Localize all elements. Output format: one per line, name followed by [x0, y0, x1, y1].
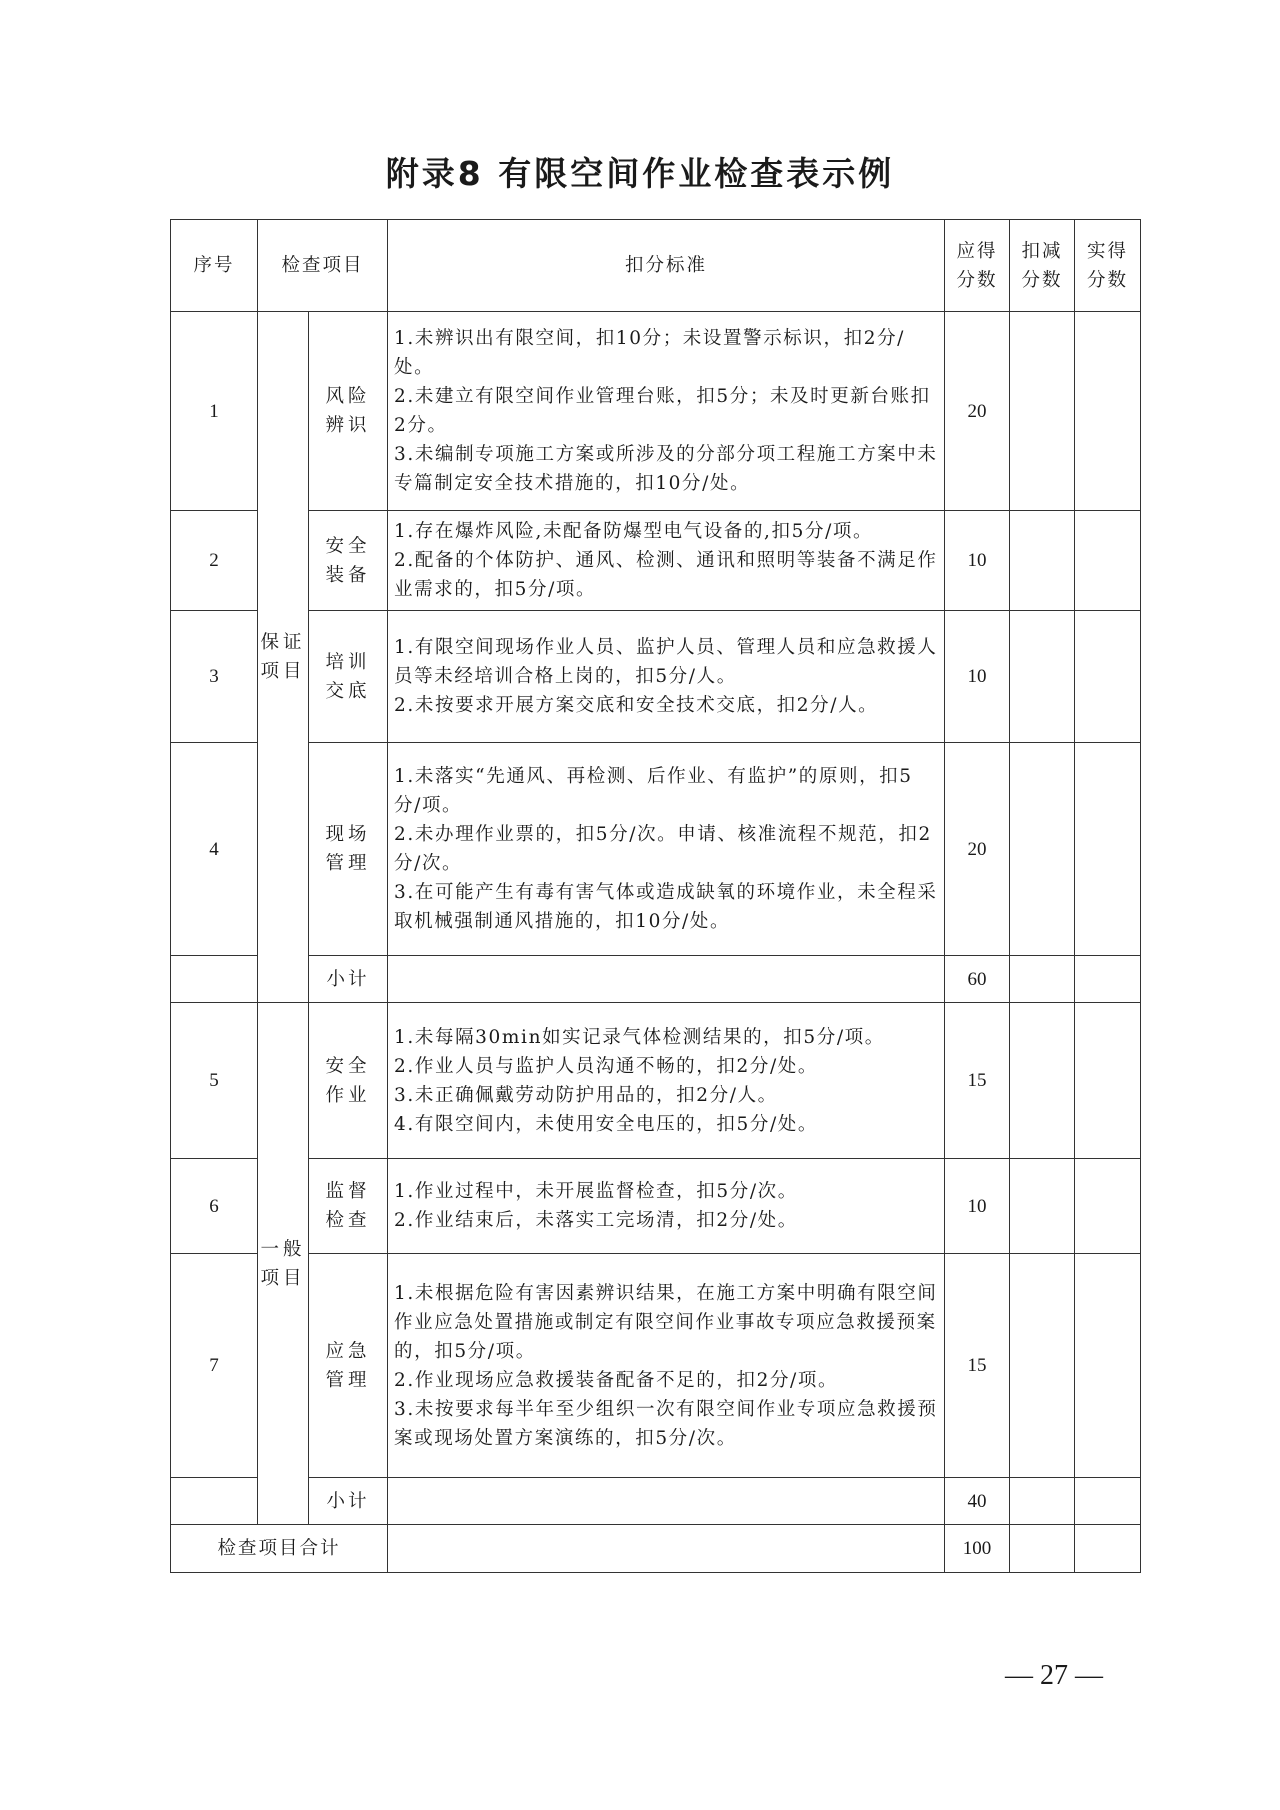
deduct-total-input[interactable]	[1010, 1525, 1075, 1573]
seq-cell-empty	[171, 956, 258, 1003]
due-score: 20	[945, 312, 1010, 511]
subtotal-row	[171, 1478, 1141, 1525]
criteria-cell: 1.存在爆炸风险,未配备防爆型电气设备的,扣5分/项。 2.配备的个体防护、通风、检测、通讯和照明等装备不满足作业需求的，扣5分/项。	[388, 511, 945, 611]
page-number: — 27 —	[1005, 1660, 1103, 1691]
page-title: 附录8 有限空间作业检查表示例	[385, 154, 895, 193]
due-score: 10	[945, 511, 1010, 611]
due-score: 20	[945, 743, 1010, 956]
item-cell: 培训 交底	[309, 611, 388, 743]
criteria-cell: 1.未根据危险有害因素辨识结果，在施工方案中明确有限空间作业应急处置措施或制定有限空间作业事故专项应急救援预案的，扣5分/项。 2.作业现场应急救援装备配备不足的，扣2分/项。 3.未按要求每半年至少组织一次有限空间作业专项应急救援预案或现场处置方案演练的，扣5分/次。	[388, 1254, 945, 1478]
table-row	[171, 743, 1141, 956]
criteria-cell: 1.作业过程中，未开展监督检查，扣5分/次。 2.作业结束后，未落实工完场清，扣2分/处。	[388, 1159, 945, 1254]
subtotal-label: 小计	[309, 956, 388, 1003]
subtotal-score: 40	[945, 1478, 1010, 1525]
actual-score-input[interactable]	[1075, 1254, 1141, 1478]
criteria-cell: 1.未落实“先通风、再检测、后作业、有监护”的原则，扣5分/项。 2.未办理作业票的，扣5分/次。申请、核准流程不规范，扣2分/次。 3.在可能产生有毒有害气体或造成缺氧的环境作业，未全程采取机械强制通风措施的，扣10分/处。	[388, 743, 945, 956]
header-deduct-score: 扣减 分数	[1010, 220, 1075, 312]
subtotal-row	[171, 956, 1141, 1003]
header-due-score: 应得 分数	[945, 220, 1010, 312]
actual-subtotal-input[interactable]	[1075, 956, 1141, 1003]
table-row	[171, 511, 1141, 611]
actual-score-input[interactable]	[1075, 1003, 1141, 1159]
deduct-score-input[interactable]	[1010, 1159, 1075, 1254]
deduct-score-input[interactable]	[1010, 1003, 1075, 1159]
item-cell: 安全 作业	[309, 1003, 388, 1159]
table-row	[171, 611, 1141, 743]
subtotal-score: 60	[945, 956, 1010, 1003]
seq-cell: 5	[171, 1003, 258, 1159]
total-row	[171, 1525, 1141, 1573]
item-cell: 现场 管理	[309, 743, 388, 956]
actual-total-input[interactable]	[1075, 1525, 1141, 1573]
item-cell: 监督 检查	[309, 1159, 388, 1254]
actual-subtotal-input[interactable]	[1075, 1478, 1141, 1525]
group-guarantee: 保证 项目	[258, 312, 309, 1003]
group-general: 一般 项目	[258, 1003, 309, 1525]
seq-cell: 7	[171, 1254, 258, 1478]
header-row	[171, 220, 1141, 312]
due-score: 15	[945, 1254, 1010, 1478]
criteria-cell: 1.未每隔30min如实记录气体检测结果的，扣5分/项。 2.作业人员与监护人员沟通不畅的，扣2分/处。 3.未正确佩戴劳动防护用品的，扣2分/人。 4.有限空间内，未使用安全电压的，扣5分/处。	[388, 1003, 945, 1159]
table-row	[171, 1254, 1141, 1478]
criteria-cell: 1.有限空间现场作业人员、监护人员、管理人员和应急救援人员等未经培训合格上岗的，扣5分/人。 2.未按要求开展方案交底和安全技术交底，扣2分/人。	[388, 611, 945, 743]
seq-cell: 3	[171, 611, 258, 743]
seq-cell-empty	[171, 1478, 258, 1525]
table-row	[171, 1003, 1141, 1159]
criteria-cell-empty	[388, 1478, 945, 1525]
criteria-cell-empty	[388, 1525, 945, 1573]
item-cell: 应急 管理	[309, 1254, 388, 1478]
due-score: 10	[945, 611, 1010, 743]
deduct-subtotal-input[interactable]	[1010, 956, 1075, 1003]
header-criteria: 扣分标准	[388, 220, 945, 312]
deduct-score-input[interactable]	[1010, 743, 1075, 956]
table-row	[171, 1159, 1141, 1254]
seq-cell: 4	[171, 743, 258, 956]
deduct-score-input[interactable]	[1010, 1254, 1075, 1478]
total-score: 100	[945, 1525, 1010, 1573]
actual-score-input[interactable]	[1075, 312, 1141, 511]
inspection-table	[170, 219, 1141, 1573]
deduct-score-input[interactable]	[1010, 511, 1075, 611]
due-score: 15	[945, 1003, 1010, 1159]
total-label: 检查项目合计	[171, 1525, 388, 1573]
header-actual-score: 实得 分数	[1075, 220, 1141, 312]
actual-score-input[interactable]	[1075, 611, 1141, 743]
seq-cell: 1	[171, 312, 258, 511]
subtotal-label: 小计	[309, 1478, 388, 1525]
seq-cell: 2	[171, 511, 258, 611]
deduct-subtotal-input[interactable]	[1010, 1478, 1075, 1525]
item-cell: 安全 装备	[309, 511, 388, 611]
actual-score-input[interactable]	[1075, 743, 1141, 956]
seq-cell: 6	[171, 1159, 258, 1254]
deduct-score-input[interactable]	[1010, 312, 1075, 511]
deduct-score-input[interactable]	[1010, 611, 1075, 743]
item-cell: 风险 辨识	[309, 312, 388, 511]
criteria-cell-empty	[388, 956, 945, 1003]
criteria-cell: 1.未辨识出有限空间，扣10分；未设置警示标识，扣2分/处。 2.未建立有限空间作业管理台账，扣5分；未及时更新台账扣2分。 3.未编制专项施工方案或所涉及的分部分项工程施工方案中未专篇制定安全技术措施的，扣10分/处。	[388, 312, 945, 511]
due-score: 10	[945, 1159, 1010, 1254]
actual-score-input[interactable]	[1075, 511, 1141, 611]
table-row	[171, 312, 1141, 511]
header-item: 检查项目	[258, 220, 388, 312]
actual-score-input[interactable]	[1075, 1159, 1141, 1254]
header-seq: 序号	[171, 220, 258, 312]
